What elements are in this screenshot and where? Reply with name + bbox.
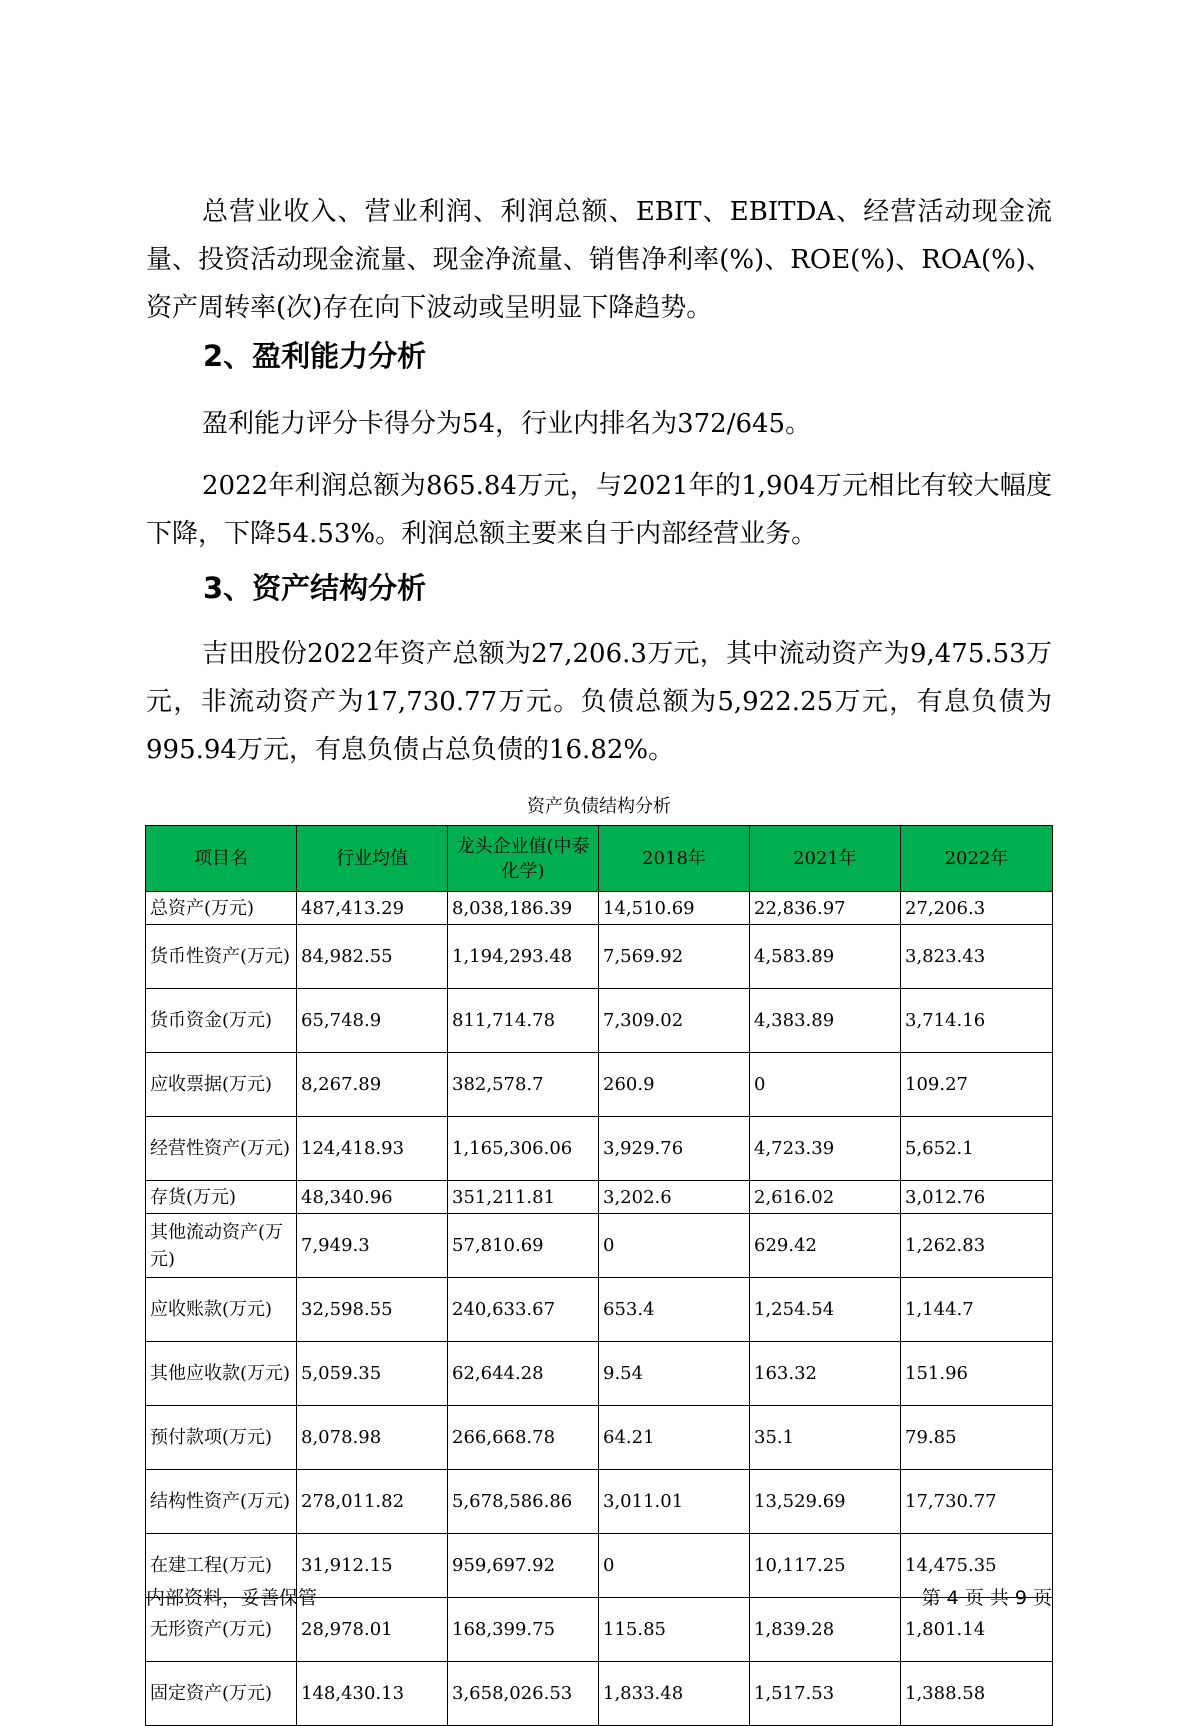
value-cell: 163.32 [750, 1342, 901, 1406]
heading-profitability: 2、盈利能力分析 [203, 339, 427, 373]
value-cell: 1,194,293.48 [448, 925, 599, 989]
value-cell: 10,117.25 [750, 1534, 901, 1598]
value-cell: 14,510.69 [599, 892, 750, 925]
value-cell: 79.85 [901, 1406, 1053, 1470]
value-cell: 811,714.78 [448, 989, 599, 1053]
value-cell: 31,912.15 [297, 1534, 448, 1598]
table-row [146, 1342, 1053, 1406]
row-label-cell: 预付款项(万元) [146, 1406, 297, 1470]
value-cell: 5,652.1 [901, 1117, 1053, 1181]
value-cell: 1,165,306.06 [448, 1117, 599, 1181]
value-cell: 3,929.76 [599, 1117, 750, 1181]
value-cell: 260.9 [599, 1053, 750, 1117]
value-cell: 1,839.28 [750, 1598, 901, 1662]
value-cell: 109.27 [901, 1053, 1053, 1117]
value-cell: 14,475.35 [901, 1534, 1053, 1598]
value-cell: 3,011.01 [599, 1470, 750, 1534]
value-cell: 4,383.89 [750, 989, 901, 1053]
value-cell: 4,583.89 [750, 925, 901, 989]
table-row [146, 1214, 1053, 1278]
value-cell: 4,723.39 [750, 1117, 901, 1181]
table-caption: 资产负债结构分析 [527, 796, 671, 817]
column-header: 2021年 [750, 826, 901, 892]
value-cell: 240,633.67 [448, 1278, 599, 1342]
value-cell: 1,517.53 [750, 1662, 901, 1726]
column-header: 2022年 [901, 826, 1053, 892]
value-cell: 3,714.16 [901, 989, 1053, 1053]
value-cell: 28,978.01 [297, 1598, 448, 1662]
value-cell: 2,616.02 [750, 1181, 901, 1214]
value-cell: 382,578.7 [448, 1053, 599, 1117]
row-label-cell: 存货(万元) [146, 1181, 297, 1214]
value-cell: 5,059.35 [297, 1342, 448, 1406]
table-row [146, 989, 1053, 1053]
value-cell: 1,801.14 [901, 1598, 1053, 1662]
value-cell: 124,418.93 [297, 1117, 448, 1181]
value-cell: 65,748.9 [297, 989, 448, 1053]
row-label-cell: 其他流动资产(万元) [146, 1214, 297, 1278]
table-row [146, 1406, 1053, 1470]
value-cell: 3,012.76 [901, 1181, 1053, 1214]
value-cell: 35.1 [750, 1406, 901, 1470]
table-row [146, 1053, 1053, 1117]
footer-page-number: 第 4 页 共 9 页 [921, 1587, 1052, 1609]
value-cell: 148,430.13 [297, 1662, 448, 1726]
value-cell: 959,697.92 [448, 1534, 599, 1598]
paragraph-total-profit: 2022年利润总额为865.84万元，与2021年的1,904万元相比有较大幅度下降，下降54.53%。利润总额主要来自于内部经营业务。 [146, 471, 1052, 549]
value-cell: 1,262.83 [901, 1214, 1053, 1278]
column-header: 2018年 [599, 826, 750, 892]
row-label-cell: 经营性资产(万元) [146, 1117, 297, 1181]
value-cell: 1,388.58 [901, 1662, 1053, 1726]
value-cell: 629.42 [750, 1214, 901, 1278]
row-label-cell: 结构性资产(万元) [146, 1470, 297, 1534]
value-cell: 115.85 [599, 1598, 750, 1662]
value-cell: 62,644.28 [448, 1342, 599, 1406]
value-cell: 151.96 [901, 1342, 1053, 1406]
value-cell: 7,309.02 [599, 989, 750, 1053]
value-cell: 17,730.77 [901, 1470, 1053, 1534]
footer-confidential-note: 内部资料，妥善保管 [146, 1587, 318, 1609]
row-label-cell: 应收票据(万元) [146, 1053, 297, 1117]
value-cell: 22,836.97 [750, 892, 901, 925]
value-cell: 653.4 [599, 1278, 750, 1342]
column-header: 项目名 [146, 826, 297, 892]
value-cell: 3,823.43 [901, 925, 1053, 989]
table-row [146, 1117, 1053, 1181]
value-cell: 1,833.48 [599, 1662, 750, 1726]
value-cell: 48,340.96 [297, 1181, 448, 1214]
value-cell: 3,658,026.53 [448, 1662, 599, 1726]
value-cell: 32,598.55 [297, 1278, 448, 1342]
value-cell: 1,254.54 [750, 1278, 901, 1342]
value-cell: 13,529.69 [750, 1470, 901, 1534]
row-label-cell: 其他应收款(万元) [146, 1342, 297, 1406]
table-row [146, 892, 1053, 925]
table-row [146, 1278, 1053, 1342]
value-cell: 84,982.55 [297, 925, 448, 989]
value-cell: 0 [599, 1214, 750, 1278]
value-cell: 64.21 [599, 1406, 750, 1470]
value-cell: 1,144.7 [901, 1278, 1053, 1342]
value-cell: 266,668.78 [448, 1406, 599, 1470]
value-cell: 7,949.3 [297, 1214, 448, 1278]
row-label-cell: 在建工程(万元) [146, 1534, 297, 1598]
value-cell: 278,011.82 [297, 1470, 448, 1534]
row-label-cell: 无形资产(万元) [146, 1598, 297, 1662]
column-header: 行业均值 [297, 826, 448, 892]
value-cell: 0 [599, 1534, 750, 1598]
value-cell: 0 [750, 1053, 901, 1117]
value-cell: 5,678,586.86 [448, 1470, 599, 1534]
value-cell: 8,267.89 [297, 1053, 448, 1117]
value-cell: 8,078.98 [297, 1406, 448, 1470]
row-label-cell: 应收账款(万元) [146, 1278, 297, 1342]
value-cell: 168,399.75 [448, 1598, 599, 1662]
table-row [146, 1470, 1053, 1534]
table-row [146, 925, 1053, 989]
table-row [146, 1181, 1053, 1214]
heading-asset-structure: 3、资产结构分析 [203, 571, 427, 605]
row-label-cell: 货币资金(万元) [146, 989, 297, 1053]
value-cell: 27,206.3 [901, 892, 1053, 925]
value-cell: 351,211.81 [448, 1181, 599, 1214]
row-label-cell: 固定资产(万元) [146, 1662, 297, 1726]
table-header-row [146, 826, 1053, 892]
row-label-cell: 货币性资产(万元) [146, 925, 297, 989]
value-cell: 57,810.69 [448, 1214, 599, 1278]
column-header: 龙头企业值(中泰化学) [448, 826, 599, 892]
value-cell: 9.54 [599, 1342, 750, 1406]
value-cell: 487,413.29 [297, 892, 448, 925]
paragraph-profit-score: 盈利能力评分卡得分为54，行业内排名为372/645。 [202, 409, 812, 439]
paragraph-trend-summary: 总营业收入、营业利润、利润总额、EBIT、EBITDA、经营活动现金流量、投资活动现金流量、现金净流量、销售净利率(%)、ROE(%)、ROA(%)、资产周转率(次)存在向下波动或呈明显下降趋势。 [146, 197, 1052, 323]
value-cell: 8,038,186.39 [448, 892, 599, 925]
row-label-cell: 总资产(万元) [146, 892, 297, 925]
value-cell: 7,569.92 [599, 925, 750, 989]
table-row [146, 1662, 1053, 1726]
paragraph-asset-summary: 吉田股份2022年资产总额为27,206.3万元，其中流动资产为9,475.53万元，非流动资产为17,730.77万元。负债总额为5,922.25万元，有息负债为995.94万元，有息负债占总负债的16.82%。 [146, 639, 1052, 765]
value-cell: 3,202.6 [599, 1181, 750, 1214]
